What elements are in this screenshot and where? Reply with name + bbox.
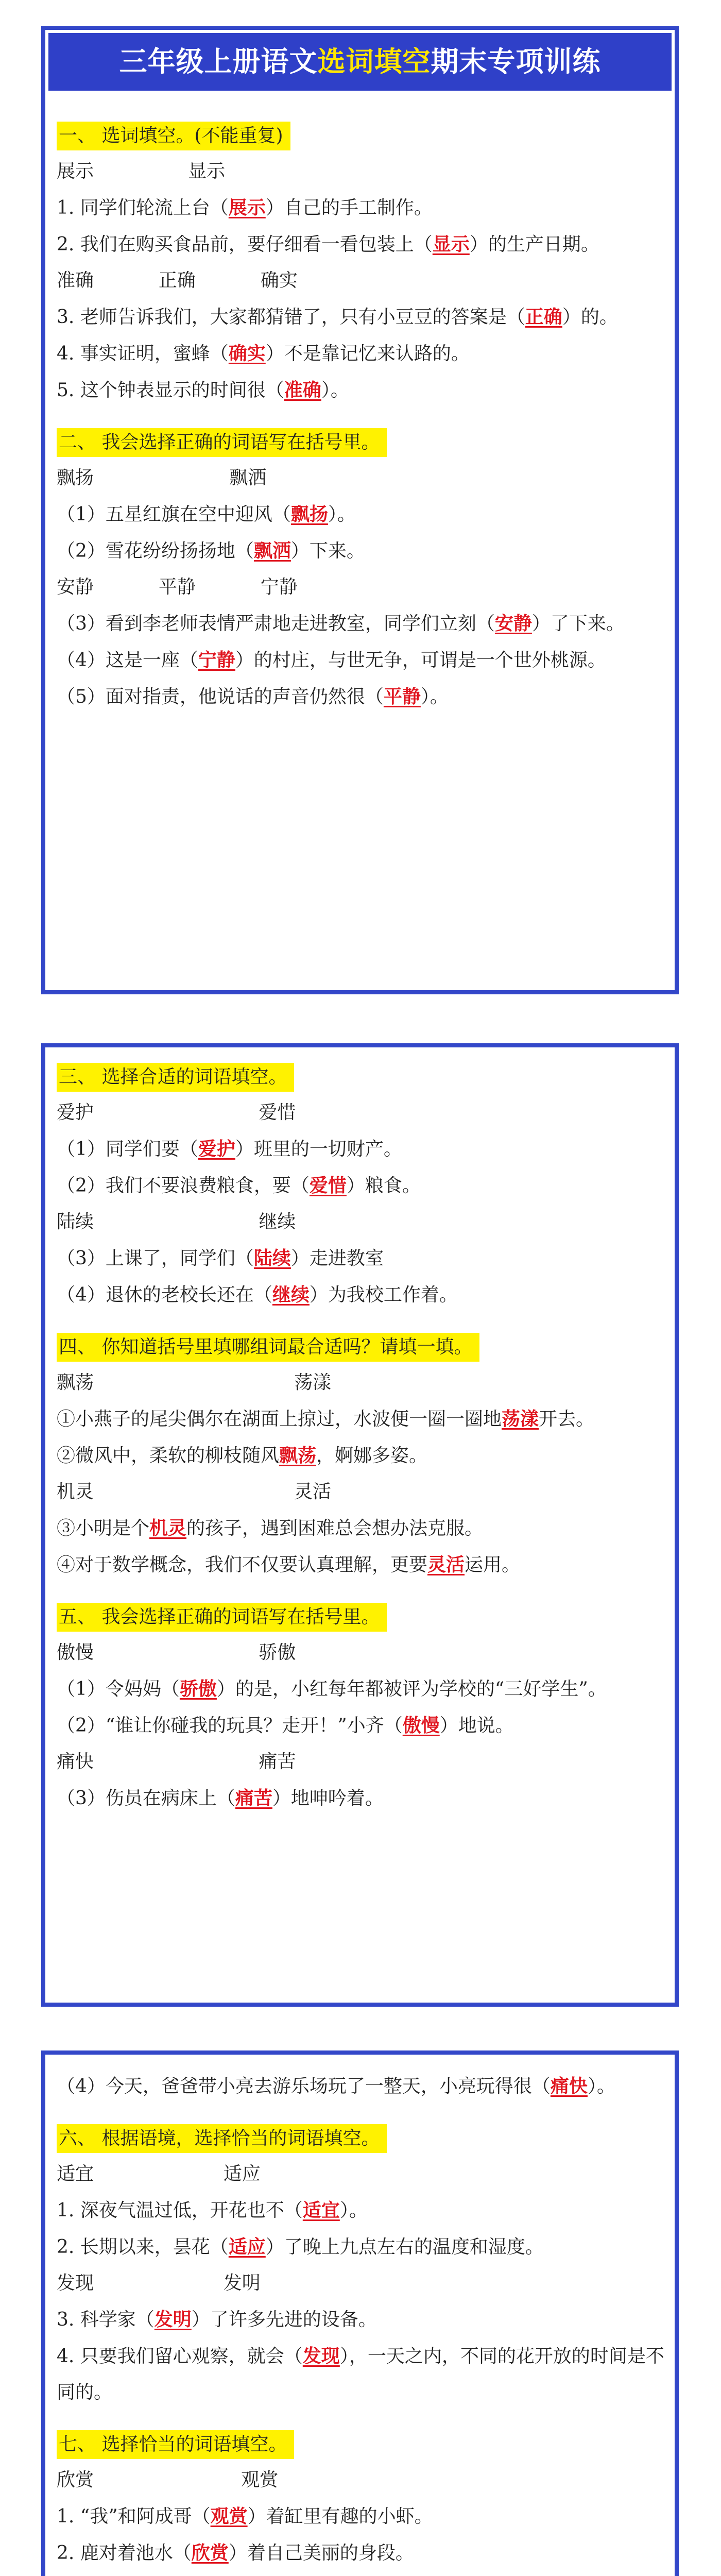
answer: 适应 bbox=[228, 2236, 266, 2258]
page-2-content bbox=[45, 1063, 675, 1817]
worksheet-page-1 bbox=[41, 26, 679, 994]
section-title: 七、 选择恰当的词语填空。 bbox=[57, 2430, 294, 2459]
question-line: （3）看到李老师表情严肃地走进教室，同学们立刻（安静）了下来。 bbox=[57, 613, 625, 634]
question-line: 5. 这个钟表显示的时间很（准确）。 bbox=[57, 379, 349, 401]
title-text-highlight: 选词填空 bbox=[317, 45, 431, 78]
question-line: （2）“谁让你碰我的玩具？走开！”小齐（傲慢）地说。 bbox=[57, 1715, 514, 1736]
worksheet-title bbox=[48, 33, 672, 91]
word-choices: 痛快 痛苦 bbox=[57, 1751, 296, 1772]
answer: 爱护 bbox=[198, 1138, 235, 1160]
answer: 继续 bbox=[272, 1284, 310, 1306]
question-line: 1. 同学们轮流上台（展示）自己的手工制作。 bbox=[57, 197, 433, 218]
answer: 确实 bbox=[228, 343, 266, 364]
word-choices: 欣赏 观赏 bbox=[57, 2469, 279, 2490]
answer: 荡漾 bbox=[502, 1408, 539, 1430]
question-line: （4）这是一座（宁静）的村庄，与世无争，可谓是一个世外桃源。 bbox=[57, 649, 606, 671]
question-line: 4. 事实证明，蜜蜂（确实）不是靠记忆来认路的。 bbox=[57, 343, 470, 364]
word-choices: 飘扬 飘洒 bbox=[57, 467, 267, 488]
answer: 灵活 bbox=[427, 1554, 465, 1575]
answer: 陆续 bbox=[253, 1247, 291, 1269]
answer: 痛快 bbox=[550, 2075, 588, 2097]
page-1-content bbox=[45, 122, 675, 715]
answer: 观赏 bbox=[210, 2505, 248, 2527]
answer: 发明 bbox=[154, 2309, 192, 2330]
answer: 正确 bbox=[525, 306, 562, 328]
answer: 平静 bbox=[383, 686, 421, 707]
answer: 傲慢 bbox=[402, 1715, 440, 1736]
word-choices: 发现 发明 bbox=[57, 2273, 261, 2294]
answer: 痛苦 bbox=[235, 1787, 272, 1809]
word-choices: 陆续 继续 bbox=[57, 1211, 296, 1232]
answer: 适宜 bbox=[302, 2199, 340, 2221]
title-text-post: 期末专项训练 bbox=[431, 45, 601, 78]
answer: 宁静 bbox=[198, 649, 235, 671]
word-choices: 爱护 爱惜 bbox=[57, 1102, 296, 1123]
question-line: 2. 长期以来，昙花（适应）了晚上九点左右的温度和湿度。 bbox=[57, 2236, 544, 2258]
section-title: 三、 选择合适的词语填空。 bbox=[57, 1063, 294, 1092]
question-line: （3）伤员在病床上（痛苦）地呻吟着。 bbox=[57, 1787, 384, 1809]
question-line: 4. 只要我们留心观察，就会（发现），一天之内，不同的花开放的时间是不同的。 bbox=[57, 2345, 664, 2403]
question-line: （5）面对指责，他说话的声音仍然很（平静）。 bbox=[57, 686, 449, 707]
question-line: 1. “我”和阿成哥（观赏）着缸里有趣的小虾。 bbox=[57, 2505, 433, 2527]
answer: 显示 bbox=[432, 233, 470, 255]
question-line: （4）今天，爸爸带小亮去游乐场玩了一整天，小亮玩得很（痛快）。 bbox=[57, 2075, 615, 2097]
question-line: 2. 我们在购买食品前，要仔细看一看包装上（显示）的生产日期。 bbox=[57, 233, 599, 255]
section-title: 四、 你知道括号里填哪组词最合适吗？请填一填。 bbox=[57, 1333, 479, 1362]
question-line: （3）上课了，同学们（陆续）走进教室 bbox=[57, 1247, 384, 1269]
worksheet-page-2 bbox=[41, 1043, 679, 2007]
section-title: 六、 根据语境，选择恰当的词语填空。 bbox=[57, 2124, 387, 2153]
question-line: （1）令妈妈（骄傲）的是，小红每年都被评为学校的“三好学生”。 bbox=[57, 1678, 607, 1700]
worksheet-page-3 bbox=[41, 2050, 679, 2576]
answer: 发现 bbox=[302, 2345, 340, 2367]
question-line: 1. 深夜气温过低，开花也不（适宜）。 bbox=[57, 2199, 368, 2221]
question-line: 3. 科学家（发明）了许多先进的设备。 bbox=[57, 2309, 377, 2330]
answer: 欣赏 bbox=[191, 2542, 229, 2564]
question-line: 2. 鹿对着池水（欣赏）着自己美丽的身段。 bbox=[57, 2542, 414, 2564]
answer: 骄傲 bbox=[179, 1678, 217, 1700]
word-choices bbox=[57, 2571, 665, 2576]
answer: 飘荡 bbox=[279, 1445, 317, 1466]
answer: 展示 bbox=[228, 197, 266, 218]
word-choices: 安静 平静 宁静 bbox=[57, 577, 298, 598]
question-line: （2）我们不要浪费粮食，要（爱惜）粮食。 bbox=[57, 1175, 421, 1196]
word-choices: 准确 正确 确实 bbox=[57, 270, 298, 291]
answer: 机灵 bbox=[149, 1517, 187, 1539]
question-line: （1）五星红旗在空中迎风（飘扬）。 bbox=[57, 503, 356, 525]
word-choices: 展示 显示 bbox=[57, 161, 226, 182]
answer: 飘扬 bbox=[290, 503, 328, 525]
question-line: ②微风中，柔软的柳枝随风飘荡，婀娜多姿。 bbox=[57, 1445, 428, 1466]
question-line: ③小明是个机灵的孩子，遇到困难总会想办法克服。 bbox=[57, 1517, 484, 1539]
section-title: 二、 我会选择正确的词语写在括号里。 bbox=[57, 428, 387, 457]
title-text-pre: 三年级上册语文 bbox=[119, 45, 318, 78]
answer: 准确 bbox=[284, 379, 321, 401]
question-line: （1）同学们要（爱护）班里的一切财产。 bbox=[57, 1138, 402, 1160]
question-line: （4）退休的老校长还在（继续）为我校工作着。 bbox=[57, 1284, 458, 1306]
question-line: ④对于数学概念，我们不仅要认真理解，更要灵活运用。 bbox=[57, 1554, 521, 1575]
word-choices: 傲慢 骄傲 bbox=[57, 1642, 296, 1663]
section-title: 一、 选词填空。(不能重复) bbox=[57, 122, 290, 150]
answer: 安静 bbox=[494, 613, 532, 634]
word-choices: 机灵 灵活 bbox=[57, 1481, 332, 1502]
question-line: （2）雪花纷纷扬扬地（飘洒）下来。 bbox=[57, 540, 365, 562]
question-line: 3. 老师告诉我们，大家都猜错了，只有小豆豆的答案是（正确）的。 bbox=[57, 306, 618, 328]
question-line: ①小燕子的尾尖偶尔在湖面上掠过，水波便一圈一圈地荡漾开去。 bbox=[57, 1408, 595, 1430]
word-choices: 适宜 适应 bbox=[57, 2163, 261, 2184]
answer: 飘洒 bbox=[253, 540, 291, 562]
word-choices: 飘荡 荡漾 bbox=[57, 1372, 332, 1393]
page-3-content bbox=[45, 2068, 675, 2576]
section-title: 五、 我会选择正确的词语写在括号里。 bbox=[57, 1603, 387, 1632]
answer: 爱惜 bbox=[309, 1175, 347, 1196]
